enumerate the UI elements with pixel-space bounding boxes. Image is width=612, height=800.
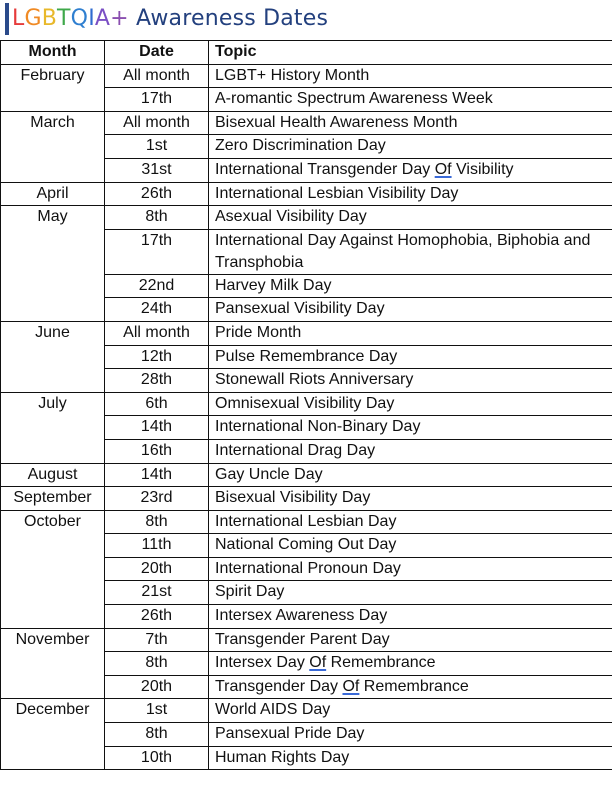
topic-cell: Pansexual Visibility Day: [209, 298, 612, 322]
month-cell: September: [1, 487, 105, 511]
table-row: [1, 746, 612, 770]
date-cell: 28th: [105, 369, 209, 393]
table-row: [1, 229, 612, 274]
month-cell: [1, 675, 105, 699]
month-cell: [1, 723, 105, 747]
date-cell: 11th: [105, 534, 209, 558]
date-cell: 21st: [105, 581, 209, 605]
month-cell: December: [1, 699, 105, 723]
topic-cell: A-romantic Spectrum Awareness Week: [209, 88, 612, 112]
month-cell: August: [1, 463, 105, 487]
topic-cell: Intersex Day Of Remembrance: [209, 652, 612, 676]
table-row: [1, 534, 612, 558]
date-cell: 8th: [105, 510, 209, 534]
title-text: [12, 6, 328, 31]
title-letter: L: [12, 6, 25, 31]
table-row: [1, 605, 612, 629]
month-cell: [1, 581, 105, 605]
date-cell: All month: [105, 64, 209, 88]
month-cell: [1, 534, 105, 558]
date-cell: 26th: [105, 605, 209, 629]
date-cell: 26th: [105, 182, 209, 206]
header-topic: Topic: [209, 41, 612, 65]
date-cell: 12th: [105, 345, 209, 369]
topic-cell: National Coming Out Day: [209, 534, 612, 558]
month-cell: November: [1, 628, 105, 652]
table-row: [1, 463, 612, 487]
date-cell: 17th: [105, 229, 209, 274]
topic-cell: International Lesbian Visibility Day: [209, 182, 612, 206]
date-cell: 24th: [105, 298, 209, 322]
topic-cell: Gay Uncle Day: [209, 463, 612, 487]
header-row: [1, 41, 612, 65]
month-cell: [1, 369, 105, 393]
header-date: Date: [105, 41, 209, 65]
table-row: [1, 581, 612, 605]
month-cell: [1, 605, 105, 629]
month-cell: [1, 135, 105, 159]
table-row: [1, 628, 612, 652]
title-letter: B: [41, 6, 58, 31]
table-row: [1, 345, 612, 369]
table-row: [1, 135, 612, 159]
table-row: [1, 487, 612, 511]
topic-cell: Spirit Day: [209, 581, 612, 605]
date-cell: 8th: [105, 206, 209, 230]
topic-cell: Harvey Milk Day: [209, 274, 612, 298]
table-row: [1, 274, 612, 298]
topic-cell: Omnisexual Visibility Day: [209, 392, 612, 416]
topic-cell: Bisexual Visibility Day: [209, 487, 612, 511]
month-cell: [1, 274, 105, 298]
date-cell: 1st: [105, 135, 209, 159]
table-row: [1, 298, 612, 322]
date-cell: 23rd: [105, 487, 209, 511]
table-row: [1, 158, 612, 182]
table-row: [1, 369, 612, 393]
title-letter: Q: [70, 6, 89, 31]
topic-cell: Zero Discrimination Day: [209, 135, 612, 159]
topic-cell: Human Rights Day: [209, 746, 612, 770]
title-letter: T: [57, 6, 71, 31]
date-cell: 22nd: [105, 274, 209, 298]
date-cell: 1st: [105, 699, 209, 723]
month-cell: [1, 557, 105, 581]
topic-cell: Stonewall Riots Anniversary: [209, 369, 612, 393]
month-cell: [1, 229, 105, 274]
topic-cell: World AIDS Day: [209, 699, 612, 723]
month-cell: [1, 746, 105, 770]
month-cell: May: [1, 206, 105, 230]
table-row: [1, 392, 612, 416]
table-row: [1, 321, 612, 345]
awareness-dates-table: [0, 40, 612, 770]
date-cell: 8th: [105, 652, 209, 676]
date-cell: 16th: [105, 439, 209, 463]
title-letter: +: [110, 6, 129, 31]
date-cell: 8th: [105, 723, 209, 747]
month-cell: [1, 345, 105, 369]
date-cell: 17th: [105, 88, 209, 112]
date-cell: All month: [105, 111, 209, 135]
month-cell: June: [1, 321, 105, 345]
title-letter: A: [94, 6, 111, 31]
month-cell: March: [1, 111, 105, 135]
topic-cell: International Pronoun Day: [209, 557, 612, 581]
month-cell: [1, 298, 105, 322]
topic-cell: International Day Against Homophobia, Biphobia and Transphobia: [209, 229, 612, 274]
table-row: [1, 557, 612, 581]
topic-cell: Transgender Day Of Remembrance: [209, 675, 612, 699]
topic-cell: Pansexual Pride Day: [209, 723, 612, 747]
topic-cell: Pulse Remembrance Day: [209, 345, 612, 369]
topic-cell: Bisexual Health Awareness Month: [209, 111, 612, 135]
date-cell: 6th: [105, 392, 209, 416]
table-row: [1, 206, 612, 230]
table-row: [1, 111, 612, 135]
month-cell: February: [1, 64, 105, 88]
table-row: [1, 182, 612, 206]
topic-cell: Transgender Parent Day: [209, 628, 612, 652]
month-cell: July: [1, 392, 105, 416]
month-cell: [1, 439, 105, 463]
month-cell: [1, 88, 105, 112]
topic-cell: International Transgender Day Of Visibility: [209, 158, 612, 182]
table-row: [1, 652, 612, 676]
title-accent-bar: [5, 3, 9, 35]
table-row: [1, 64, 612, 88]
table-row: [1, 723, 612, 747]
month-cell: [1, 158, 105, 182]
topic-cell: International Lesbian Day: [209, 510, 612, 534]
page-title: [0, 0, 612, 40]
topic-cell: International Non-Binary Day: [209, 416, 612, 440]
title-rest: Awareness Dates: [128, 6, 329, 31]
date-cell: 20th: [105, 675, 209, 699]
topic-cell: International Drag Day: [209, 439, 612, 463]
topic-cell: Asexual Visibility Day: [209, 206, 612, 230]
table-row: [1, 416, 612, 440]
month-cell: [1, 416, 105, 440]
date-cell: 14th: [105, 416, 209, 440]
date-cell: 10th: [105, 746, 209, 770]
month-cell: April: [1, 182, 105, 206]
table-row: [1, 699, 612, 723]
table-row: [1, 510, 612, 534]
topic-cell: Intersex Awareness Day: [209, 605, 612, 629]
table-row: [1, 439, 612, 463]
date-cell: 20th: [105, 557, 209, 581]
month-cell: [1, 652, 105, 676]
date-cell: 14th: [105, 463, 209, 487]
title-letter: I: [88, 6, 95, 31]
date-cell: 7th: [105, 628, 209, 652]
month-cell: October: [1, 510, 105, 534]
topic-cell: Pride Month: [209, 321, 612, 345]
table-row: [1, 88, 612, 112]
title-letter: G: [24, 6, 42, 31]
date-cell: 31st: [105, 158, 209, 182]
topic-cell: LGBT+ History Month: [209, 64, 612, 88]
header-month: Month: [1, 41, 105, 65]
date-cell: All month: [105, 321, 209, 345]
table-row: [1, 675, 612, 699]
